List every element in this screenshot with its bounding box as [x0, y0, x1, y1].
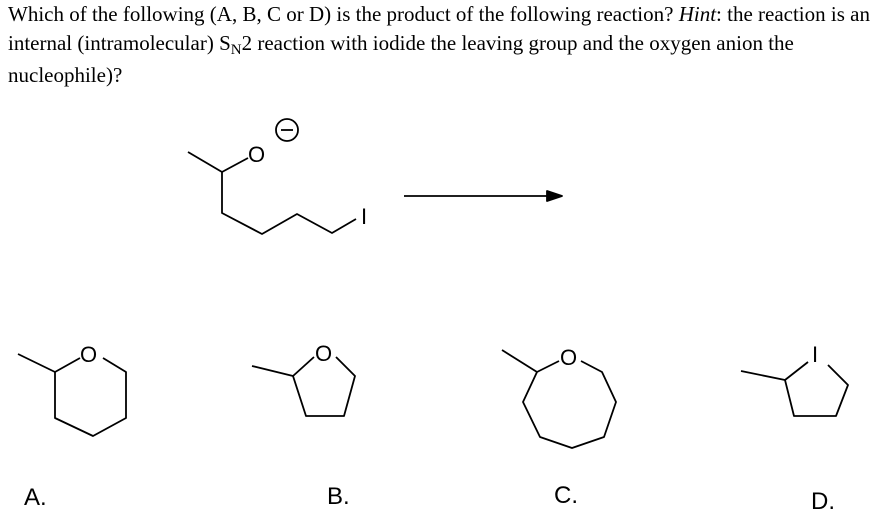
option-d-bonds [785, 362, 848, 416]
option-d-atom: I [812, 342, 819, 367]
option-b-atom: O [315, 341, 333, 366]
option-c-structure [502, 345, 616, 448]
reactant-oxygen-atom: O [248, 142, 266, 167]
reaction-arrow [404, 191, 562, 201]
question-part-1: Which of the following (A, B, C or D) is the product of the following reaction? [8, 2, 679, 26]
option-a-structure [18, 342, 126, 436]
option-c-bonds [523, 361, 616, 448]
hint-label: Hint [678, 2, 717, 26]
reactant-c-o-bond [222, 158, 248, 172]
option-c-atom: O [560, 345, 578, 370]
option-a-bonds [55, 358, 126, 436]
option-a-label: A. [24, 484, 47, 511]
option-d-label: D. [811, 488, 835, 515]
reactant-chain [188, 152, 356, 234]
option-b-label: B. [327, 483, 350, 510]
option-a-atom: O [80, 342, 98, 367]
option-c-methyl [502, 350, 537, 372]
reactant-iodine-atom: I [361, 204, 368, 229]
sn2-subscript: N [230, 42, 242, 58]
option-a-methyl [18, 354, 55, 372]
option-b-methyl [252, 366, 293, 376]
question-part-2: : the reaction is an internal (intramolecular) S [8, 2, 870, 55]
question-part-3: 2 reaction with iodide the leaving group and the oxygen anion the nucleophile)? [8, 31, 794, 87]
option-b-structure [252, 341, 355, 416]
option-c-label: C. [554, 482, 578, 509]
option-d-structure [741, 342, 848, 416]
reactant-structure [188, 119, 367, 234]
option-d-methyl [741, 371, 785, 380]
